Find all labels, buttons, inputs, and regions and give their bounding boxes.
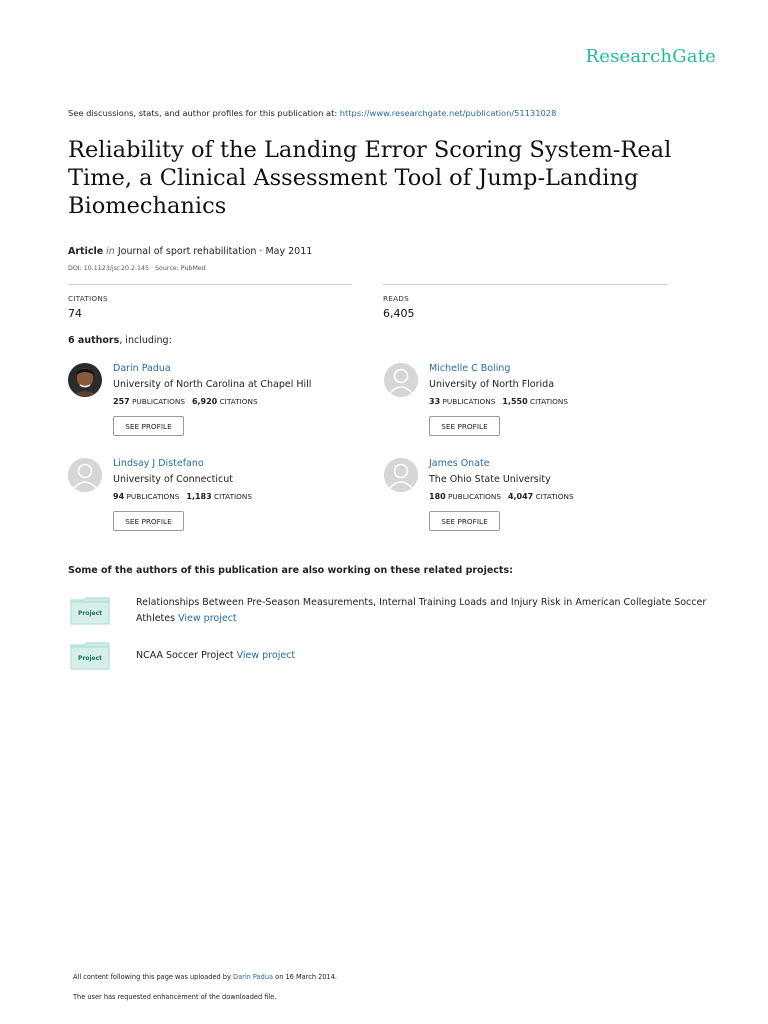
author-institution: University of North Florida (429, 379, 555, 390)
author-card (384, 363, 684, 443)
citations-label: CITATIONS (68, 294, 108, 303)
view-project-link[interactable]: View project (236, 650, 296, 661)
author-stats (113, 397, 258, 406)
publications-count: 94 (113, 492, 125, 501)
citations-count: 6,920 (191, 397, 218, 406)
researchgate-logo[interactable]: ResearchGate (585, 46, 716, 67)
author-institution: The Ohio State University (429, 474, 551, 485)
publication-meta (68, 246, 312, 257)
enhancement-note: The user has requested enhancement of the downloaded file. (73, 993, 277, 1001)
discussion-text: See discussions, stats, and author profiles for this publication at: (68, 108, 340, 118)
publication-url-link[interactable]: https://www.researchgate.net/publication/51131028 (339, 108, 557, 118)
project-title: Relationships Between Pre-Season Measurements, Internal Training Loads and Injury Risk in American Collegiate Soccer Athletes (136, 597, 707, 624)
author-stats (113, 492, 252, 501)
publication-type: Article (68, 246, 104, 257)
upload-date: on 16 March 2014. (273, 973, 338, 981)
citations-label: CITATIONS (535, 492, 574, 501)
project-icon-label: Project (77, 655, 103, 662)
citations-count: 4,047 (507, 492, 534, 501)
author-name[interactable]: Lindsay J Distefano (113, 458, 204, 469)
divider (383, 284, 668, 285)
citations-count: 1,183 (186, 492, 212, 501)
journal-info: Journal of sport rehabilitation · May 2011 (117, 246, 313, 257)
author-card (68, 458, 368, 538)
project-folder-icon (70, 597, 110, 625)
publications-label: PUBLICATIONS (442, 397, 496, 406)
project-icon-label: Project (77, 610, 103, 617)
upload-note-text: All content following this page was uploaded by (73, 973, 233, 981)
see-profile-button[interactable]: SEE PROFILE (113, 511, 184, 531)
reads-label: READS (383, 294, 409, 303)
upload-note (73, 973, 337, 981)
publications-label: PUBLICATIONS (132, 397, 185, 406)
authors-heading (68, 335, 172, 346)
uploader-link[interactable]: Darin Padua (233, 973, 274, 981)
author-institution: University of North Carolina at Chapel Hill (113, 379, 312, 390)
authors-including: , including: (119, 335, 172, 346)
see-profile-button[interactable]: SEE PROFILE (429, 416, 500, 436)
in-label: in (106, 246, 115, 257)
see-profile-button[interactable]: SEE PROFILE (429, 511, 500, 531)
publications-label: PUBLICATIONS (448, 492, 501, 501)
publications-count: 33 (429, 397, 441, 406)
author-card (68, 363, 368, 443)
citations-label: CITATIONS (530, 397, 569, 406)
discussion-note (68, 108, 556, 118)
citations-count: 1,550 (502, 397, 528, 406)
author-institution: University of Connecticut (113, 474, 234, 485)
author-stats (429, 492, 574, 501)
divider (68, 284, 352, 285)
author-photo[interactable] (68, 363, 102, 397)
citations-value: 74 (68, 307, 82, 320)
project-item (136, 595, 716, 627)
publications-count: 180 (429, 492, 446, 501)
author-name[interactable]: James Onate (429, 458, 490, 469)
see-profile-button[interactable]: SEE PROFILE (113, 416, 184, 436)
view-project-link[interactable]: View project (178, 613, 237, 624)
publications-count: 257 (113, 397, 130, 406)
author-name[interactable]: Darin Padua (113, 363, 171, 374)
default-avatar-icon[interactable] (384, 458, 418, 492)
citations-label: CITATIONS (219, 397, 258, 406)
authors-count: 6 authors (68, 335, 120, 346)
author-card (384, 458, 684, 538)
author-stats (429, 397, 568, 406)
project-title: NCAA Soccer Project (136, 650, 237, 661)
project-item (136, 648, 716, 664)
default-avatar-icon[interactable] (68, 458, 102, 492)
related-projects-heading: Some of the authors of this publication are also working on these related projects: (68, 565, 513, 576)
reads-value: 6,405 (383, 307, 415, 320)
author-name[interactable]: Michelle C Boling (429, 363, 511, 374)
publication-title: Reliability of the Landing Error Scoring System-Real Time, a Clinical Assessment Tool of Jump-Landing Biomechanics (68, 137, 672, 219)
publications-label: PUBLICATIONS (126, 492, 180, 501)
default-avatar-icon[interactable] (384, 363, 418, 397)
project-folder-icon (70, 642, 110, 670)
doi-source: DOI: 10.1123/jsr.20.2.145 · Source: PubMed (68, 265, 206, 272)
citations-label: CITATIONS (214, 492, 253, 501)
